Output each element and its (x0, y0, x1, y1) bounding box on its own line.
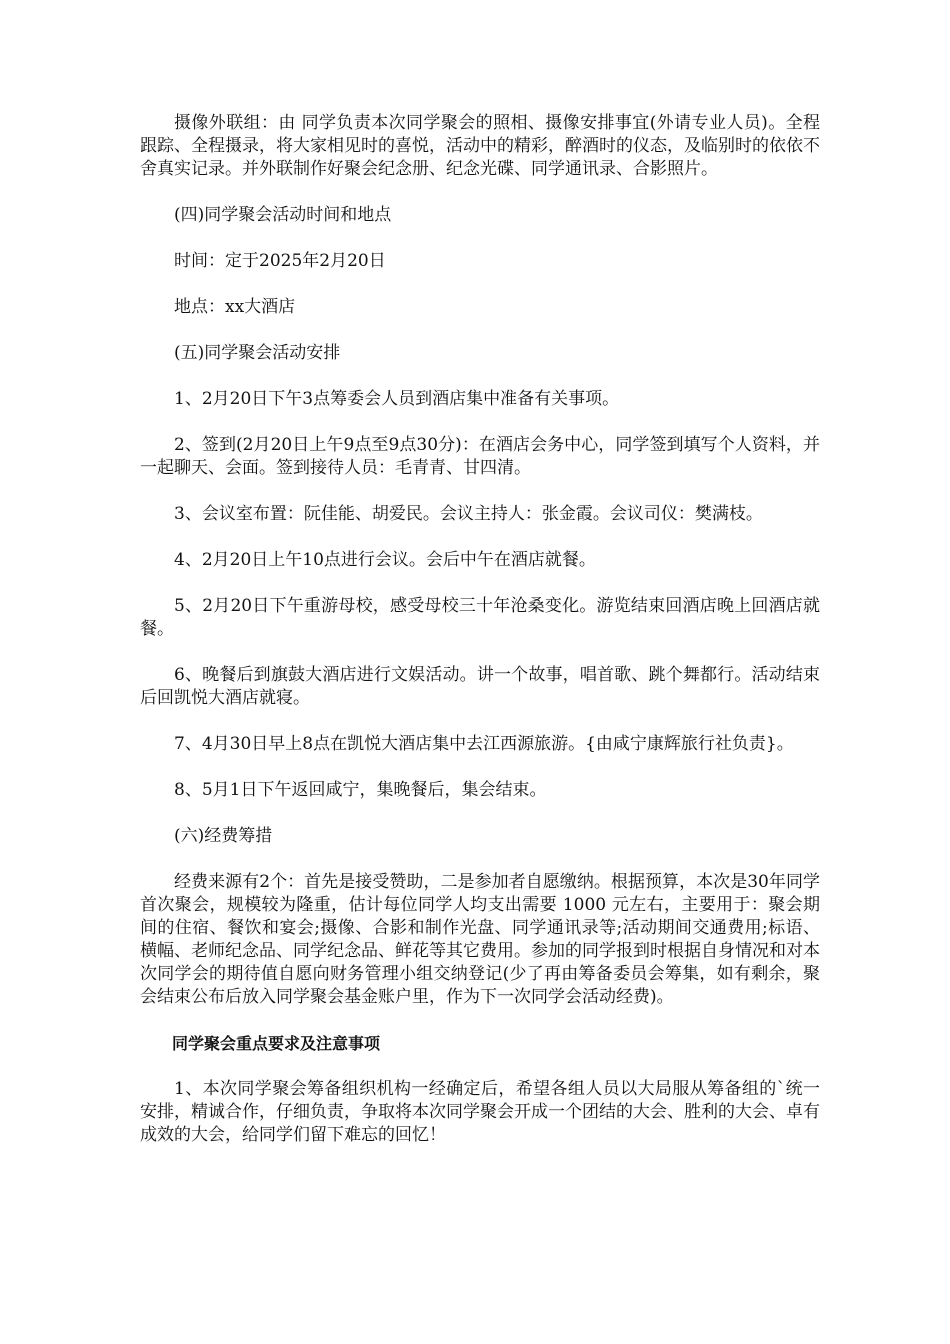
paragraph-time: 时间：定于2025年2月20日 (174, 251, 386, 271)
paragraph-place: 地点：xx大酒店 (174, 297, 296, 317)
section-heading-schedule: (五)同学聚会活动安排 (174, 343, 341, 363)
paragraph-photo-liaison: 摄像外联组：由 同学负责本次同学聚会的照相、摄像安排事宜(外请专业人员)。全程跟踪、全程摄录，将大家相见时的喜悦，活动中的精彩，醉酒时的仪态，及临别时的依依不舍真实记录。并外联制作好聚会纪念册、纪念光碟、同学通讯录、合影照片。 (140, 113, 820, 179)
section-heading-time-place: (四)同学聚会活动时间和地点 (174, 205, 392, 225)
schedule-item-6: 6、晚餐后到旗鼓大酒店进行文娱活动。讲一个故事，唱首歌、跳个舞都行。活动结束后回凯悦大酒店就寝。 (140, 665, 820, 708)
schedule-item-2: 2、签到(2月20日上午9点至9点30分)：在酒店会务中心，同学签到填写个人资料，并一起聊天、会面。签到接待人员：毛青青、甘四清。 (140, 435, 820, 478)
document-page (140, 112, 820, 1170)
schedule-item-8: 8、5月1日下午返回咸宁，集晚餐后，集会结束。 (174, 780, 547, 800)
schedule-item-7: 7、4月30日早上8点在凯悦大酒店集中去江西源旅游。{由咸宁康辉旅行社负责}。 (174, 734, 794, 754)
section-heading-funding: (六)经费筹措 (174, 826, 273, 846)
section-heading-requirements: 同学聚会重点要求及注意事项 (172, 1034, 381, 1053)
paragraph-funding: 经费来源有2个：首先是接受赞助，二是参加者自愿缴纳。根据预算，本次是30年同学首次聚会，规模较为隆重，估计每位同学人均支出需要 1000 元左右，主要用于：聚会期间的住宿、餐饮和宴会;摄像、合影和制作光盘、同学通讯录等;活动期间交通费用;标语、横幅、老师纪念品、同学纪念品、鲜花等其它费用。参加的同学报到时根据自身情况和对本次同学会的期待值自愿向财务管理小组交纳登记(少了再由筹备委员会筹集，如有剩余，聚会结束公布后放入同学聚会基金账户里，作为下一次同学会活动经费)。 (140, 872, 820, 1007)
schedule-item-3: 3、会议室布置：阮佳能、胡爱民。会议主持人：张金霞。会议司仪：樊满枝。 (174, 504, 763, 524)
schedule-item-5: 5、2月20日下午重游母校，感受母校三十年沧桑变化。游览结束回酒店晚上回酒店就餐。 (140, 596, 820, 639)
schedule-item-1: 1、2月20日下午3点筹委会人员到酒店集中准备有关事项。 (174, 389, 620, 409)
schedule-item-4: 4、2月20日上午10点进行会议。会后中午在酒店就餐。 (174, 550, 596, 570)
requirement-item-1: 1、本次同学聚会筹备组织机构一经确定后，希望各组人员以大局服从筹备组的`统一安排，精诚合作，仔细负责，争取将本次同学聚会开成一个团结的大会、胜利的大会、卓有成效的大会，给同学们留下难忘的回忆！ (140, 1079, 820, 1145)
